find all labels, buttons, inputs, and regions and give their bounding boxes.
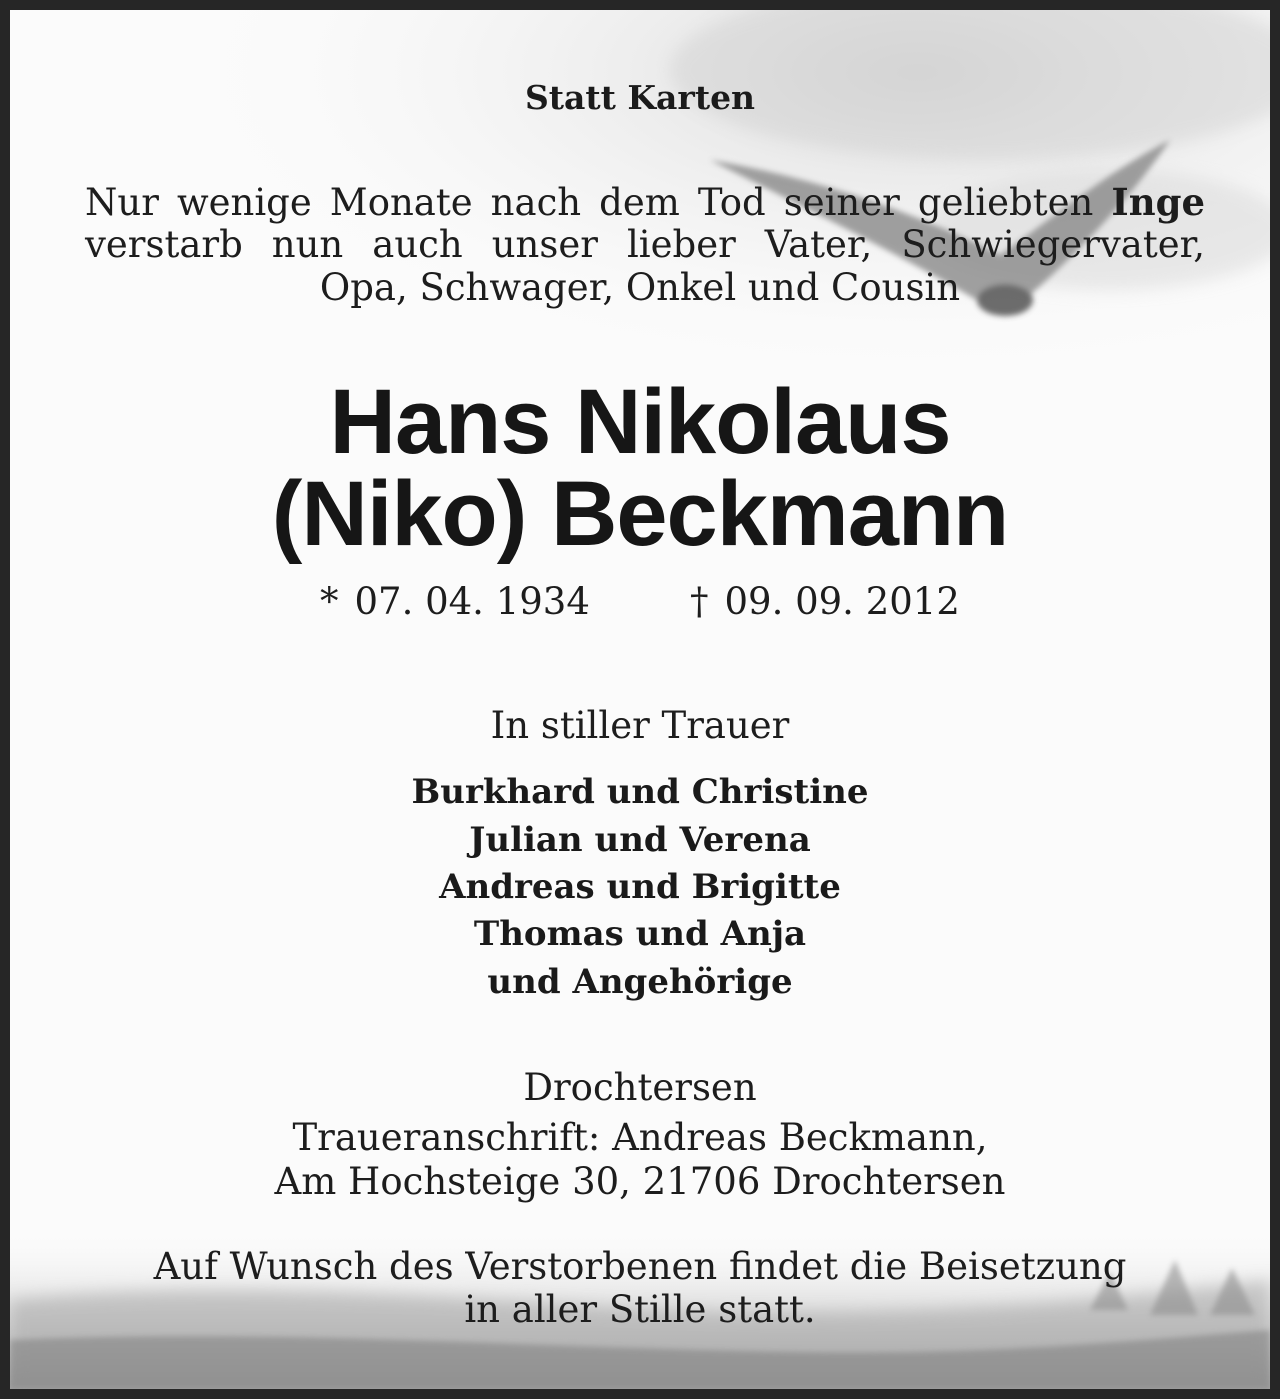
mourner-name: Julian und Verena (469, 820, 811, 860)
mourner-name: und Angehörige (487, 962, 793, 1002)
intro-line-1-text: Nur wenige Monate nach dem Tod seiner geliebten (85, 181, 1094, 224)
birth-date-group (320, 580, 590, 623)
birth-star-icon: * (320, 580, 339, 623)
address-line-1: Traueranschrift: Andreas Beckmann, (292, 1116, 988, 1159)
address-line-2: Am Hochsteige 30, 21706 Drochtersen (274, 1160, 1006, 1203)
birth-date: 07. 04. 1934 (354, 580, 590, 623)
closing-line-1: Auf Wunsch des Verstorbenen findet die Beisetzung (153, 1245, 1127, 1288)
life-dates (10, 580, 1270, 630)
intro-line-1 (85, 180, 1205, 224)
intro-line-2: verstarb nun auch unser lieber Vater, Schwiegervater, (85, 223, 1205, 266)
mourner-name: Andreas und Brigitte (439, 867, 841, 907)
header-statt-karten: Statt Karten (524, 78, 756, 117)
deceased-name-line-1: Hans Nikolaus (329, 371, 951, 473)
intro-partner-name: Inge (1111, 180, 1206, 224)
mourning-intro: In stiller Trauer (490, 704, 790, 747)
deceased-name-line-2: (Niko) Beckmann (271, 463, 1009, 565)
death-date: 09. 09. 2012 (724, 580, 960, 623)
place-name: Drochtersen (523, 1066, 757, 1109)
mourner-name: Burkhard und Christine (411, 772, 869, 812)
death-cross-icon: † (690, 580, 709, 623)
intro-line-3: Opa, Schwager, Onkel und Cousin (319, 266, 961, 309)
closing-line-2: in aller Stille statt. (464, 1288, 816, 1331)
death-date-group (690, 580, 960, 623)
mourner-name: Thomas und Anja (473, 914, 807, 954)
